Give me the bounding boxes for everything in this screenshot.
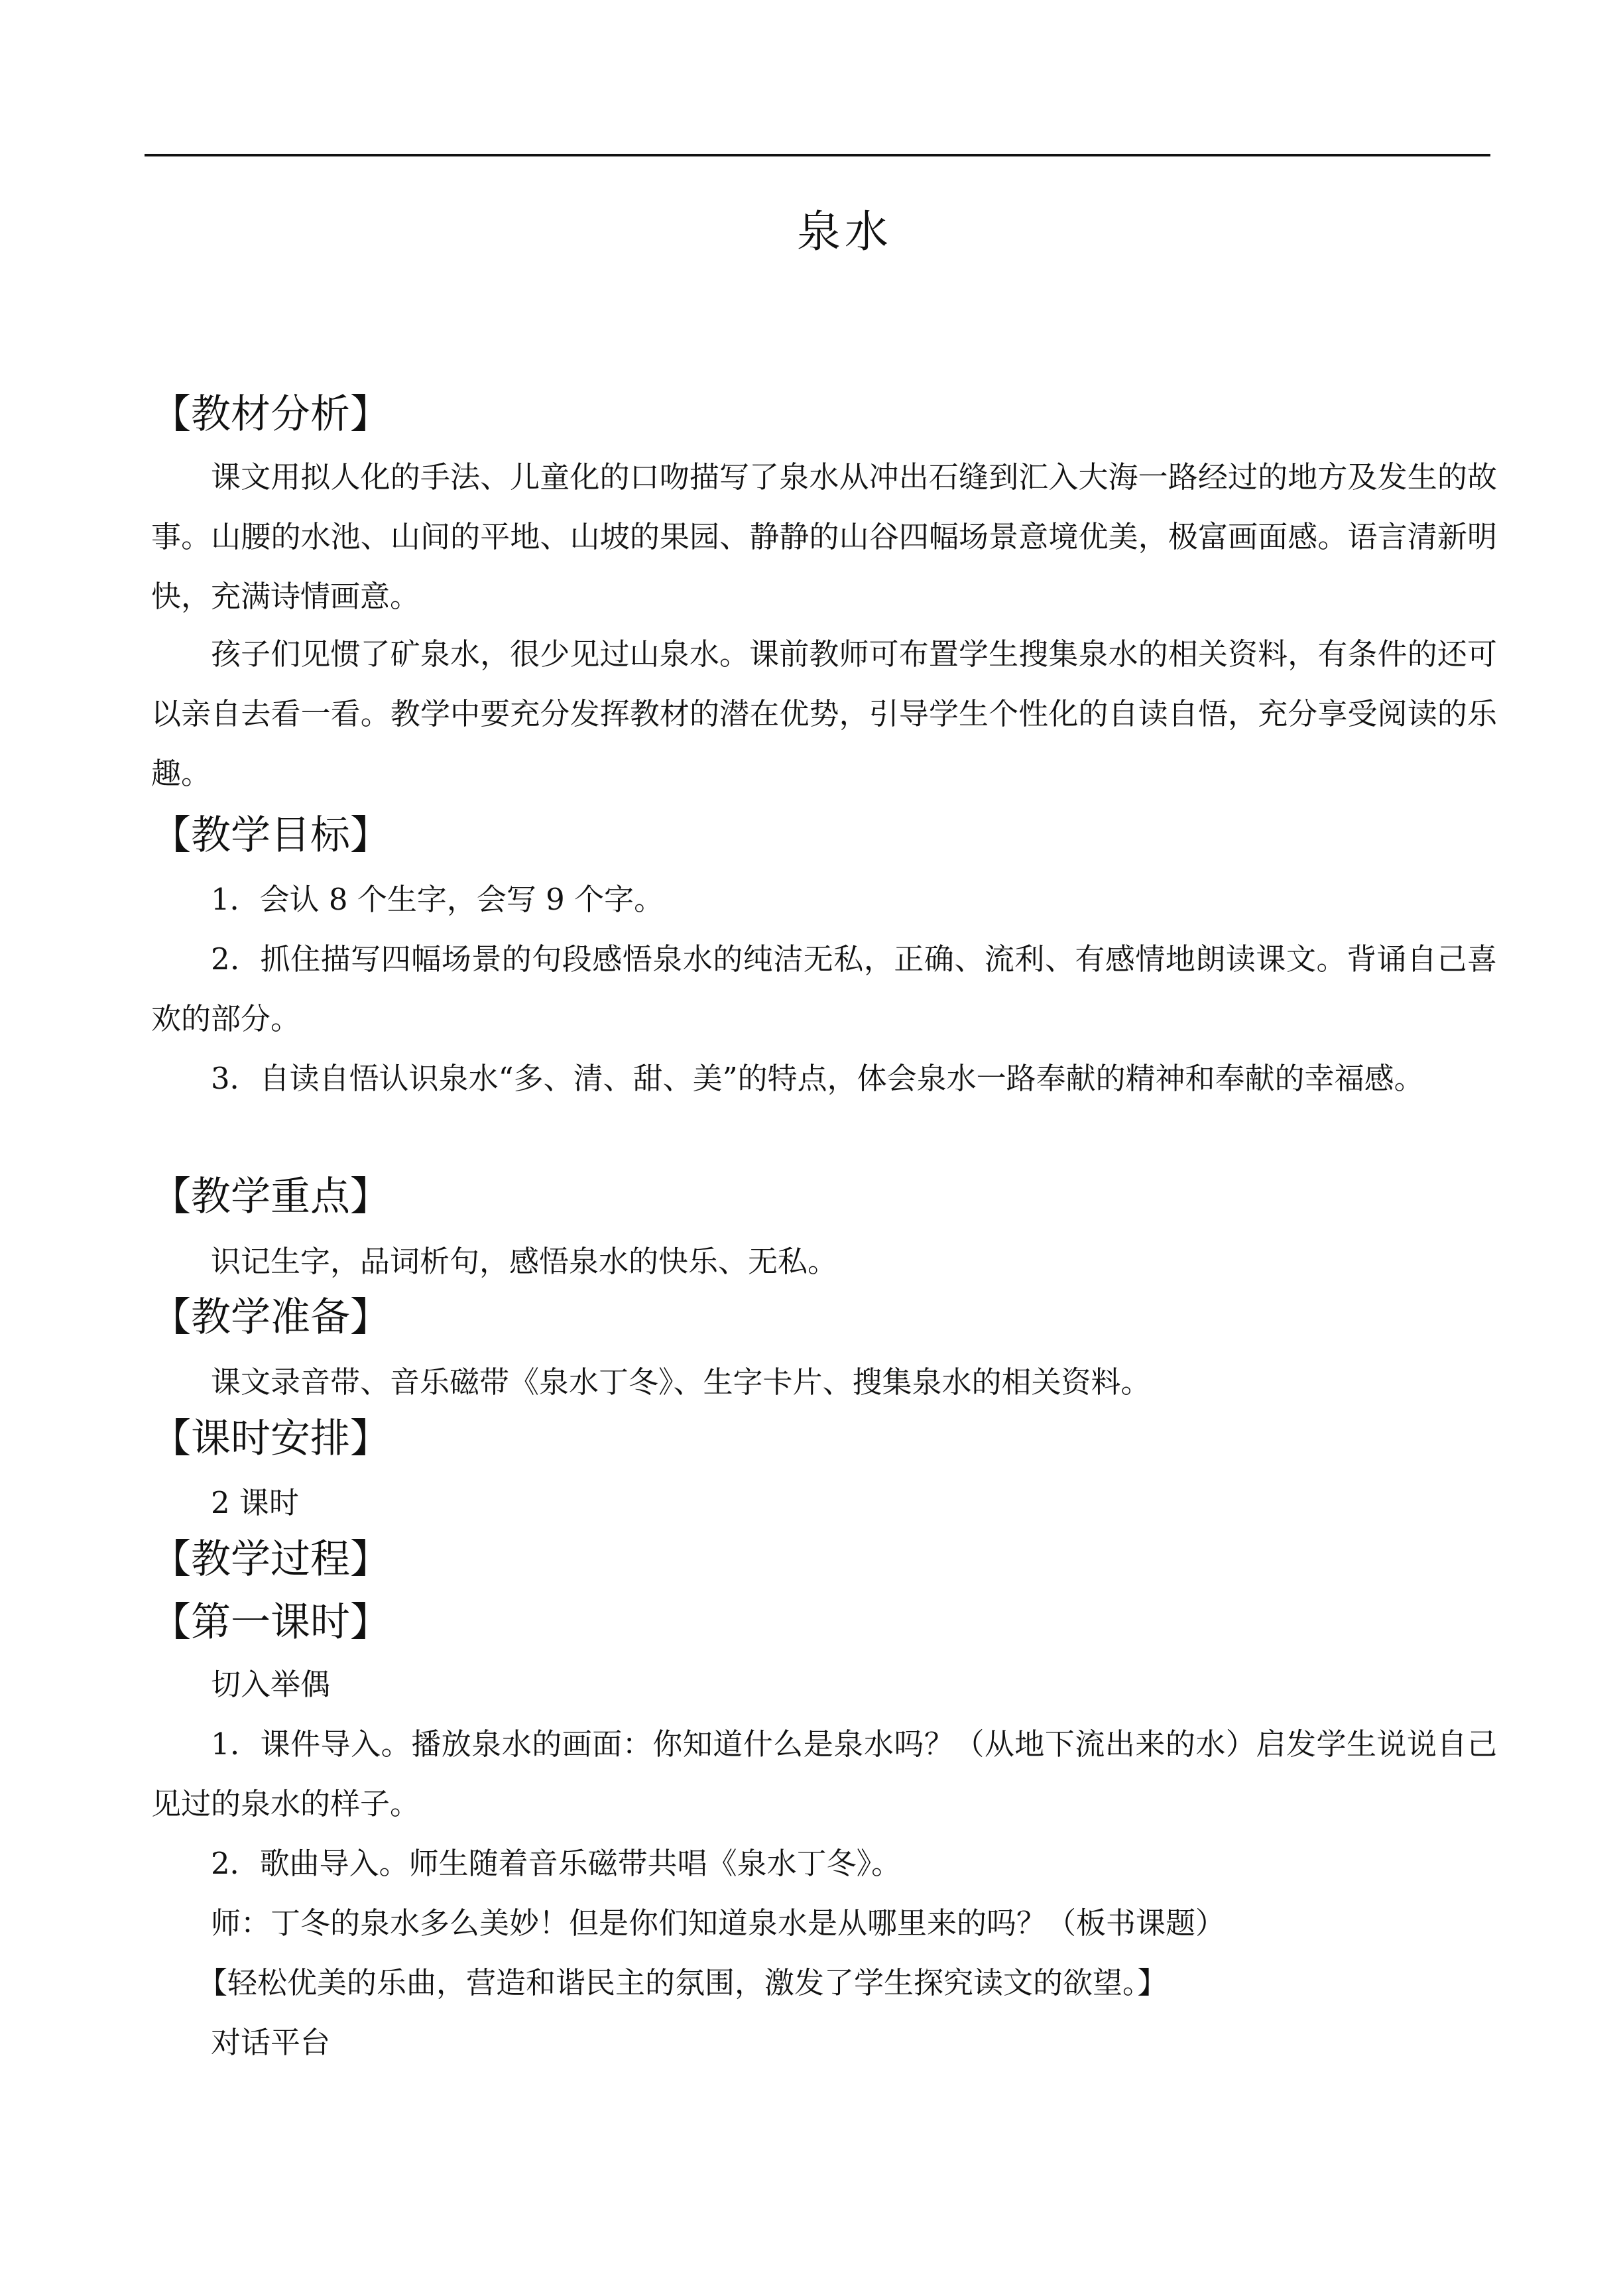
- heading-schedule: 【课时安排】: [151, 1416, 390, 1462]
- preparation-text: 课文录音带、音乐磁带《泉水丁冬》、生字卡片、搜集泉水的相关资料。: [211, 1364, 1151, 1400]
- page-title: 泉水: [797, 206, 892, 257]
- key-points-text: 识记生字，品词析句，感悟泉水的快乐、无私。: [211, 1244, 838, 1279]
- heading-key-points: 【教学重点】: [151, 1174, 390, 1220]
- heading-preparation: 【教学准备】: [151, 1294, 390, 1341]
- header-rule: [145, 154, 1490, 156]
- design-comment: 【轻松优美的乐曲，营造和谐民主的氛围，激发了学生探究读文的欲望。】: [198, 1965, 1168, 2000]
- heading-analysis: 【教材分析】: [151, 391, 390, 438]
- subheading-dialogue: 对话平台: [211, 2025, 331, 2060]
- goal-item-3: 3．自读自悟认识泉水“多、清、甜、美”的特点，体会泉水一路奉献的精神和奉献的幸福感。: [211, 1061, 1424, 1096]
- heading-goals: 【教学目标】: [151, 812, 390, 859]
- goal-item-2: 2．抓住描写四幅场景的句段感悟泉水的纯洁无私，正确、流利、有感情地朗读课文。背诵自己喜欢的部分。: [151, 941, 1497, 1036]
- lesson-item-2: 2．歌曲导入。师生随着音乐磁带共唱《泉水丁冬》。: [211, 1846, 902, 1881]
- schedule-text: 2 课时: [211, 1485, 299, 1520]
- analysis-paragraph-1: 课文用拟人化的手法、儿童化的口吻描写了泉水从冲出石缝到汇入大海一路经过的地方及发生的故事。山腰的水池、山间的平地、山坡的果园、静静的山谷四幅场景意境优美，极富画面感。语言清新明快，充满诗情画意。: [151, 459, 1497, 614]
- subheading-intro: 切入举偶: [211, 1667, 331, 1702]
- lesson-item-1: 1．课件导入。播放泉水的画面：你知道什么是泉水吗？（从地下流出来的水）启发学生说说自己见过的泉水的样子。: [151, 1726, 1497, 1821]
- heading-process: 【教学过程】: [151, 1536, 390, 1583]
- teacher-line: 师：丁冬的泉水多么美妙！但是你们知道泉水是从哪里来的吗？（板书课题）: [211, 1905, 1226, 1941]
- analysis-paragraph-2: 孩子们见惯了矿泉水，很少见过山泉水。课前教师可布置学生搜集泉水的相关资料，有条件的还可以亲自去看一看。教学中要充分发挥教材的潜在优势，引导学生个性化的自读自悟，充分享受阅读的乐趣。: [151, 636, 1497, 791]
- heading-first-lesson: 【第一课时】: [151, 1599, 390, 1646]
- goal-item-1: 1．会认 8 个生字，会写 9 个字。: [211, 882, 664, 917]
